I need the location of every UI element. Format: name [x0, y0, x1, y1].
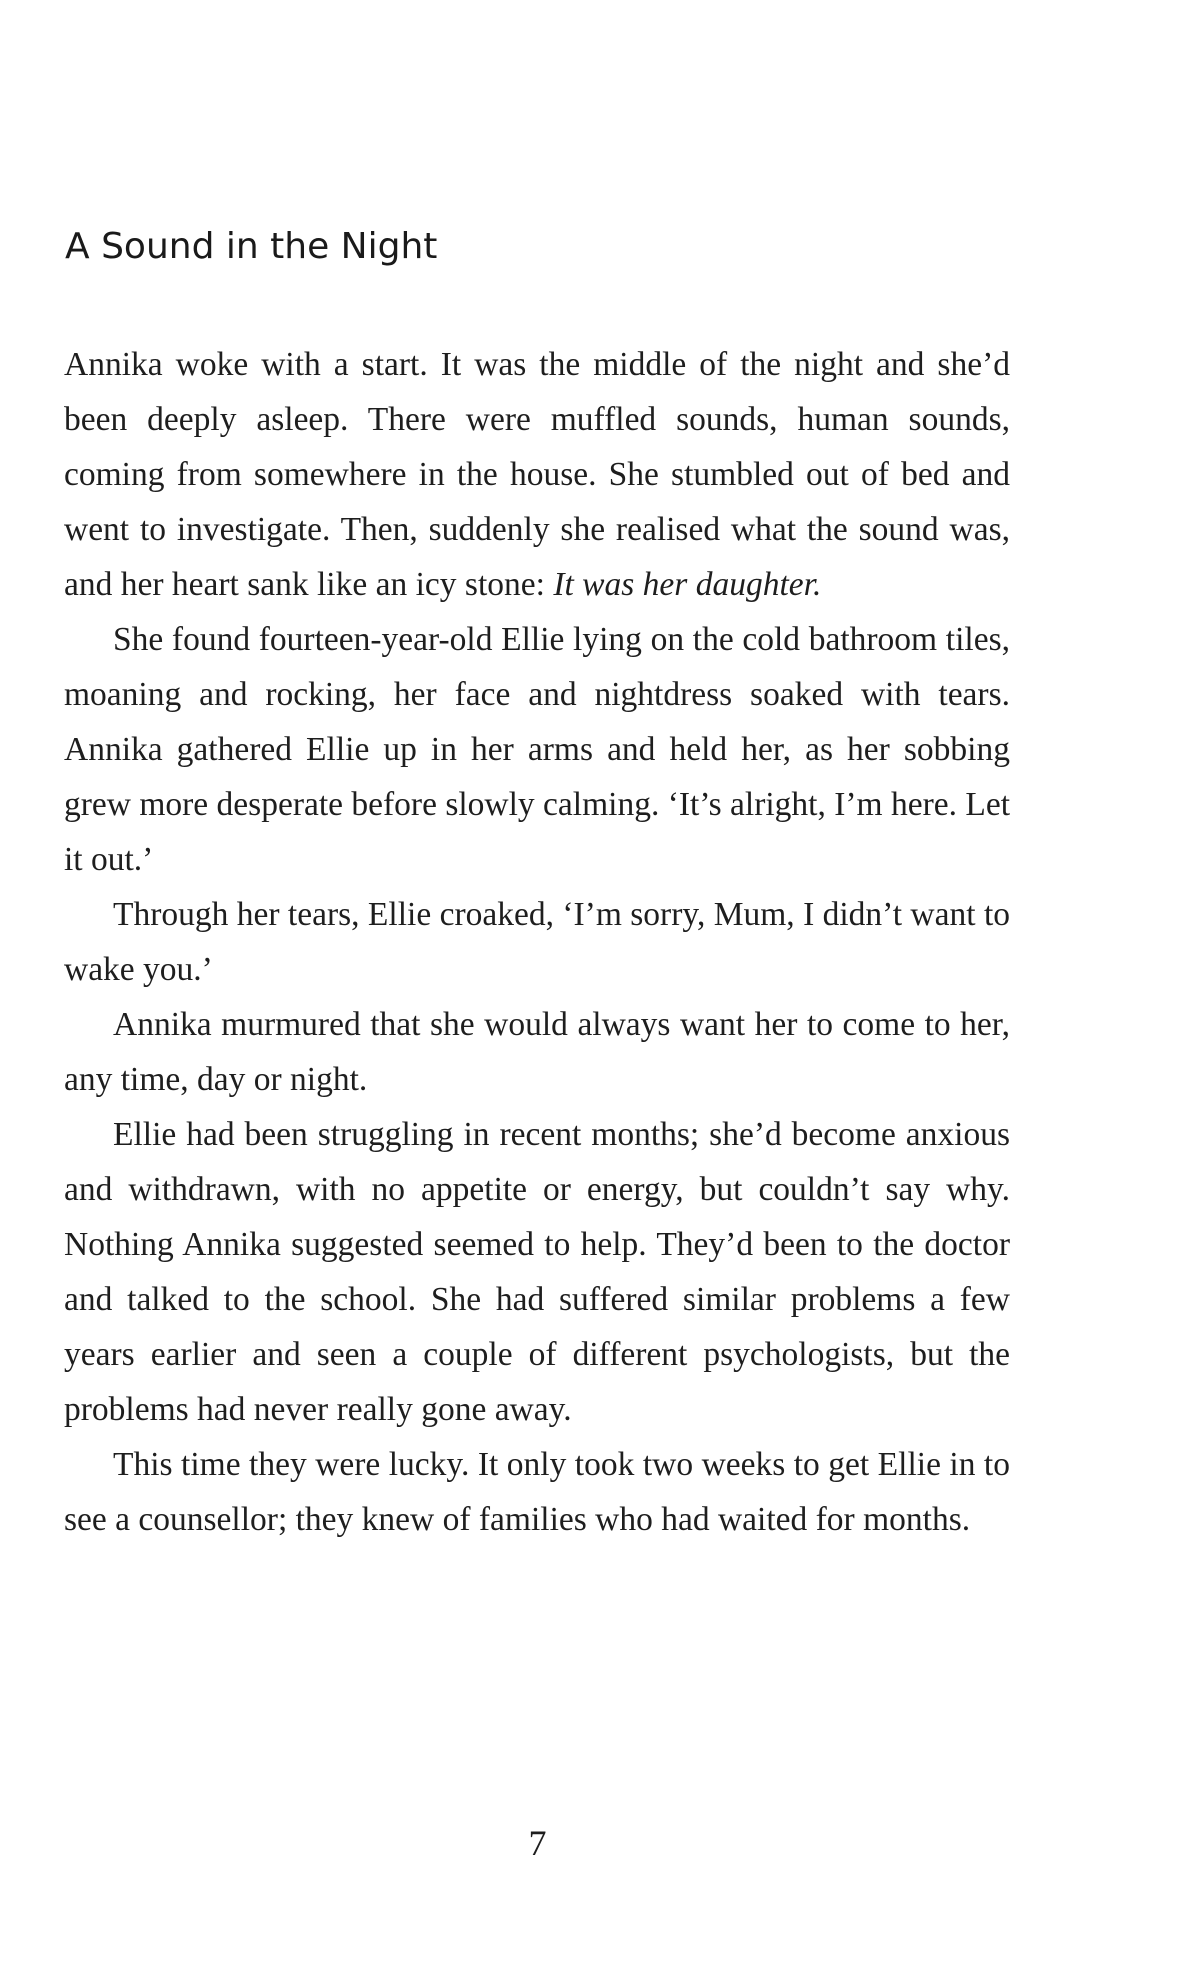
- paragraph-6: This time they were lucky. It only took two weeks to get Ellie in to see a counsellor; they knew of families who had waited for months.: [64, 1446, 1010, 1538]
- body-text: [64, 337, 1010, 1547]
- page-number: 7: [528, 1823, 547, 1863]
- paragraph-5: Ellie had been struggling in recent months; she’d become anxious and withdrawn, with no appetite or energy, but couldn’t say why. Nothing Annika suggested seemed to help. They’d been to the doctor and talked to the school. She had suffered similar problems a few years earlier and seen a couple of different psychologists, but the problems had never really gone away.: [64, 1116, 1010, 1428]
- paragraph-1-text: Annika woke with a start. It was the middle of the night and she’d been deeply asleep. There were muffled sounds, human sounds, coming from somewhere in the house. She stumbled out of bed and went to investigate. Then, suddenly she realised what the sound was, and her heart sank like an icy stone:: [64, 346, 1010, 603]
- paragraph-4: Annika murmured that she would always want her to come to her, any time, day or night.: [64, 1006, 1010, 1098]
- paragraph-1-italic: It was her daughter.: [553, 566, 822, 603]
- paragraph-1: [64, 337, 1010, 612]
- paragraph-3: Through her tears, Ellie croaked, ‘I’m sorry, Mum, I didn’t want to wake you.’: [64, 896, 1010, 988]
- paragraph-2: She found fourteen-year-old Ellie lying on the cold bathroom tiles, moaning and rocking, her face and nightdress soaked with tears. Annika gathered Ellie up in her arms and held her, as her sobbing grew more desperate before slowly calming. ‘It’s alright, I’m here. Let it out.’: [64, 621, 1011, 878]
- chapter-title: A Sound in the Night: [65, 226, 438, 267]
